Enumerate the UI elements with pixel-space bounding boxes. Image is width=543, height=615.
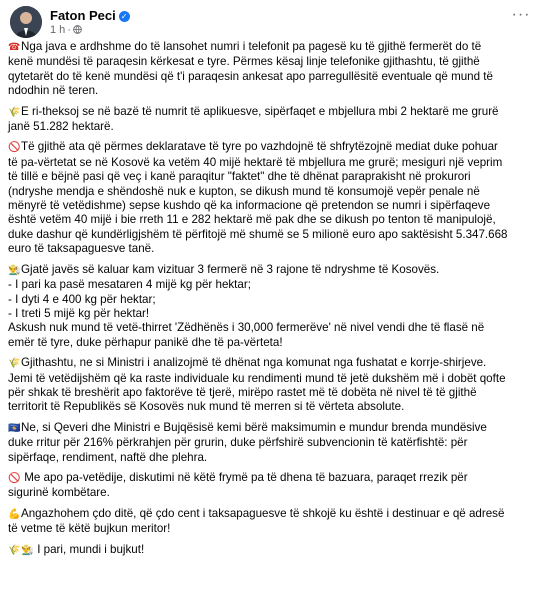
line-text: territorit të Republikës së Kosovës nuk mund të merren si të vërteta absolute. [8,400,405,414]
flexed-biceps-icon: 💪 [8,508,21,520]
line-text: sigurinë kombëtare. [8,486,110,500]
farmer-icon: 👨‍🌾 [21,544,34,556]
paragraph-line [8,84,535,98]
meta-separator: · [67,24,71,36]
post-meta [50,24,82,36]
wheat-icon: 🌾 [8,358,21,370]
line-text: për shkak të breshërit apo faktorëve të tjerë, mirëpo rastet më të dobëta në nivel të të gjithë [8,385,477,399]
line-text: Të gjithë ata që përmes deklaratave të tyre po vazhdojnë të shfrytëzojnë mediat duke pohuar [21,140,498,154]
paragraph-line [8,55,535,69]
line-text: Nga java e ardhshme do të lansohet numri i telefonit pa pagesë ku të gjithë fermerët do të [21,40,482,53]
post-paragraph [8,40,535,99]
line-text: Ne, si Qeveri dhe Ministri e Bujqësisë kemi bërë maksimumin e mundur brenda mundësive [21,420,487,434]
wheat-icon: 🌾 [8,544,21,556]
line-text: të tillë e bëjnë pasi që veç i kanë paraqitur "faktet" dhe të dhënat paraprakisht në prokurori [8,170,471,184]
line-text: euro të taksapaguesve tanë. [8,242,155,256]
post-paragraph [8,507,535,537]
paragraph-line [8,199,535,213]
line-text: emër të tyre, duke përhapur panikë dhe të pa-vërteta! [8,335,283,349]
paragraph-line [8,213,535,227]
line-text: Gjatë javës së kaluar kam vizituar 3 fermerë në 3 rajone të ndryshme të Kosovës. [21,262,440,276]
post-paragraph [8,421,535,465]
post-paragraph [8,356,535,415]
paragraph-line [8,486,535,500]
post-paragraph [8,263,535,350]
paragraph-line [8,436,535,450]
paragraph-line [8,451,535,465]
post-header [10,6,535,38]
line-text: ndodhin në teren. [8,84,99,98]
paragraph-line [8,120,535,134]
paragraph-line [8,386,535,400]
author-avatar[interactable] [10,6,42,38]
paragraph-line [8,242,535,256]
paragraph-line [8,293,535,307]
paragraph-line [8,372,535,386]
line-text: kenë mundësi të paraqesin kërkesat e tyre. Përmes kësaj linje telefonike gjithashtu, të gjithë [8,55,480,69]
avatar-photo [10,6,42,38]
line-text: Jemi të vetëdijshëm që ka raste individuale ku rendimenti mund të jetë dukshëm më i dobët qofte [8,371,506,385]
paragraph-line [8,507,535,522]
paragraph-line [8,70,535,84]
post-paragraph [8,140,535,256]
paragraph-line [8,321,535,335]
line-text: mënyrë të vetëdishme) sepse kushdo që ka informacione që pretendon se numri i sipërfaqeve [8,199,491,213]
author-name[interactable]: Faton Peci [50,8,116,23]
paragraph-line [8,263,535,278]
line-text: - I dyti 4 e 400 kg për hektar; [8,292,156,306]
paragraph-line [8,105,535,120]
line-text: sipërfaqe, rendiment, naftë dhe plehra. [8,450,208,464]
post-paragraph [8,471,535,501]
wheat-icon: 🌾 [8,106,21,118]
post-paragraph [8,105,535,135]
line-text: (ndryshe mendja e shëndoshë nuk e kupton, se dikush mund të konsumojë vepër penale në [8,184,480,198]
author-name-row [50,8,130,23]
paragraph-line [8,307,535,321]
telephone-icon: ☎ [8,42,21,53]
post-body [8,40,535,564]
line-text: E ri-theksoj se në bazë të numrit të aplikuesve, sipërfaqet e mbjellura mbi 2 hektarë me grurë [21,104,499,118]
paragraph-line [8,228,535,242]
post-paragraph [8,543,535,558]
line-text: Gjithashtu, ne si Ministri i analizojmë të dhënat nga komunat nga fushatat e korrje-shirjeve. [21,356,487,370]
paragraph-line [8,471,535,486]
line-text: - I pari ka pasë mesataren 4 mijë kg për hektar; [8,278,251,292]
paragraph-line [8,40,535,55]
farmer-icon: 👨‍🌾 [8,264,21,276]
paragraph-line [8,400,535,414]
line-text: janë 51.282 hektarë. [8,120,114,134]
line-text: I pari, mundi i bujkut! [34,542,145,556]
line-text: është vetëm 40 mijë i bie rreth 11 e 282 hektarë më pak dhe se dikush po tenton të manipulojë, [8,213,496,227]
paragraph-line [8,522,535,536]
no-entry-icon: 🚫 [8,142,21,154]
paragraph-line [8,170,535,184]
paragraph-line [8,278,535,292]
line-text: - I treti 5 mijë kg për hektar! [8,306,150,320]
line-text: duke rritur për 216% përkrahjen për grurin, duke përfshirë subvencionin të katërfishtë: për [8,436,468,450]
paragraph-line [8,421,535,436]
line-text: duke dashur që kundërligjshëm të përfitojë më shumë se 5 milionë euro apo saktësisht 5.347.668 [8,227,508,241]
line-text: Me apo pa-vetëdije, diskutimi në këtë frymë pa të dhena të bazuara, paraqet rrezik për [21,470,468,484]
more-options-icon[interactable]: ··· [511,6,531,23]
paragraph-line [8,336,535,350]
paragraph-line [8,543,535,558]
line-text: Angazhohem çdo ditë, që çdo cent i taksapaguesve të shkojë ku është i destinuar e që adresë [21,506,505,520]
line-text: qytetarët do të kenë mundësi që t'i paraqesin ankesat apo parregullësitë eventuale që mund të [8,69,493,83]
globe-icon [73,25,82,34]
post-timestamp[interactable]: 1 h [50,24,66,36]
line-text: të vetme të këtë bujkun meritor! [8,522,171,536]
paragraph-line [8,356,535,371]
no-entry-icon: 🚫 [8,472,21,484]
verified-badge-icon: ✓ [119,11,130,22]
line-text: të pa-vërtetat se në Kosovë ka vetëm 40 mijë hektarë të mbjellura me grurë; mesiguri një veprim [8,155,503,169]
paragraph-line [8,140,535,155]
line-text: Askush nuk mund të vetë-thirret 'Zëdhënës i 30,000 fermerëve' në nivel vendi dhe të flasë në [8,321,485,335]
paragraph-line [8,185,535,199]
paragraph-line [8,156,535,170]
kosovo-flag-icon: 🇽🇰 [8,422,21,434]
